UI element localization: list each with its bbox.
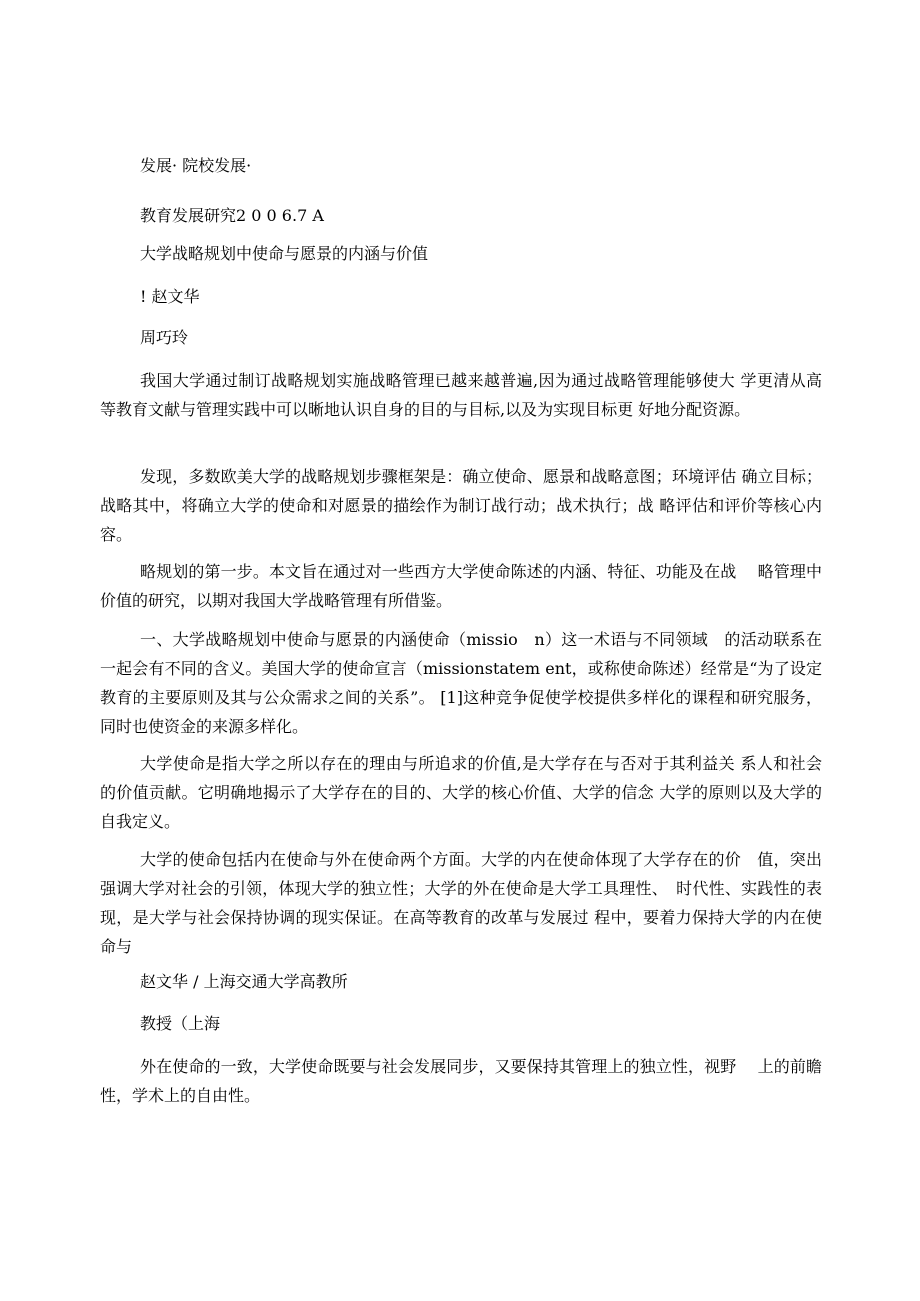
paragraph-2: 发现，多数欧美大学的战略规划步骤框架是：确立使命、愿景和战略意图；环境评估 确立目标；战略其中，将确立大学的使命和对愿景的描绘作为制订战行动；战术执行；战 略评估和评价等核心内容。 [100, 467, 822, 544]
paragraph-7: 外在使命的一致，大学使命既要与社会发展同步，又要保持其管理上的独立性，视野 上的前瞻性，学术上的自由性。 [100, 1057, 822, 1105]
author-title: 教授（上海 [140, 1014, 221, 1033]
paragraph-5: 大学使命是指大学之所以存在的理由与所追求的价值,是大学存在与否对于其利益关 系人和社会的价值贡献。它明确地揭示了大学存在的目的、大学的核心价值、大学的信念 大学的原则以及大学的自我定义。 [100, 754, 822, 831]
paragraph-6: 大学的使命包括内在使命与外在使命两个方面。大学的内在使命体现了大学存在的价 值，突出强调大学对社会的引领，体现大学的独立性；大学的外在使命是大学工具理性、 时代性、实践性的表现，是大学与社会保持协调的现实保证。在高等教育的改革与发展过 程中，要着力保持大学的内在使命与 [100, 850, 822, 956]
author-affiliation: 赵文华 / 上海交通大学高教所 [140, 972, 348, 991]
paragraph-4: 一、大学战略规划中使命与愿景的内涵使命（missio n）这一术语与不同领域 的活动联系在一起会有不同的含义。美国大学的使命宣言（missionstatem ent，或称使命陈述）经常是“为了设定教育的主要原则及其与公众需求之间的关系”。 [1]这种竞争促使学校提供多样化的课程和研究服务，同时也使资金的来源多样化。 [100, 630, 822, 736]
author-name-1: ! 赵文华 [140, 287, 200, 306]
article-title: 大学战略规划中使命与愿景的内涵与价值 [140, 244, 429, 263]
journal-issue: 教育发展研究2 0 0 6.7 A [140, 206, 324, 225]
category-label: 发展· 院校发展· [140, 156, 252, 175]
paragraph-1: 我国大学通过制订战略规划实施战略管理已越来越普遍,因为通过战略管理能够使大 学更清从高等教育文献与管理实践中可以晰地认识自身的目的与目标,以及为实现目标更 好地分配资源。 [100, 371, 822, 419]
author-name-2: 周巧玲 [140, 328, 189, 347]
paragraph-3: 略规划的第一步。本文旨在通过对一些西方大学使命陈述的内涵、特征、功能及在战 略管理中价值的研究，以期对我国大学战略管理有所借鉴。 [100, 562, 822, 610]
